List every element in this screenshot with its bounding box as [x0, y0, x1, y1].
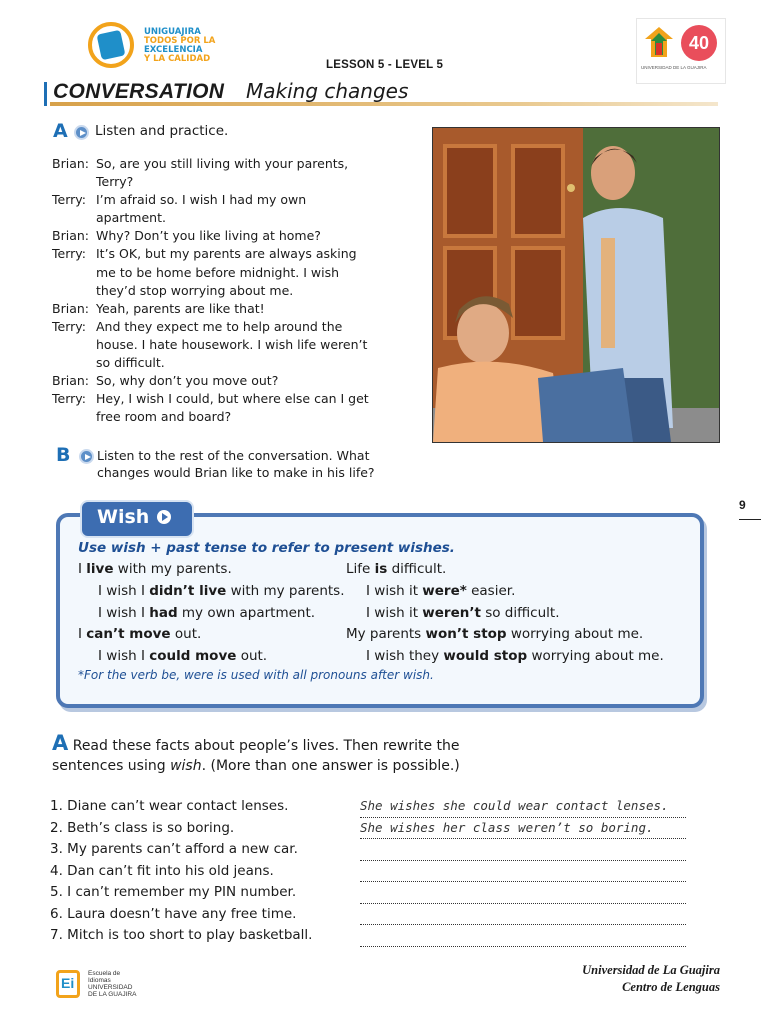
- grammar-note: *For the verb be, were is used with all pronouns after wish.: [78, 668, 434, 682]
- line-text: I’m afraid so. I wish I had my own apartment.: [96, 192, 307, 226]
- line-text: Why? Don’t you like living at home?: [96, 228, 321, 244]
- answer-line[interactable]: [360, 882, 686, 904]
- line-text: And they expect me to help around the house. I hate housework. I wish life weren’t so difficult.: [96, 318, 368, 371]
- uniguajira-slogan: UNIGUAJIRA TODOS POR LA EXCELENCIA Y LA CALIDAD: [144, 27, 216, 64]
- footer-line: Universidad de La Guajira: [582, 963, 720, 977]
- anniversary-logo: [636, 18, 726, 84]
- page-number: 9: [739, 498, 746, 512]
- answer-line[interactable]: [360, 904, 686, 926]
- uniguajira-emblem-icon: [88, 22, 134, 68]
- exercise-item: 1. Diane can’t wear contact lenses.: [50, 798, 289, 814]
- grammar-example: My parents won’t stop worrying about me.: [346, 626, 644, 642]
- speaker: Brian:: [52, 228, 89, 244]
- line-text: So, are you still living with your parents, Terry?: [96, 156, 349, 190]
- speaker: Terry:: [52, 318, 86, 334]
- section-subtitle: Making changes: [246, 79, 409, 103]
- audio-icon[interactable]: [74, 125, 89, 140]
- exercise-item: 6. Laura doesn’t have any free time.: [50, 905, 297, 922]
- grammar-rule: Use wish + past tense to refer to present wishes.: [78, 540, 455, 556]
- ei-logo-text: Escuela de Idiomas UNIVERSIDAD DE LA GUAJIRA: [88, 970, 137, 998]
- speaker: Terry:: [52, 246, 86, 262]
- grammar-example: I wish they would stop worrying about me.: [366, 648, 664, 664]
- dialogue: [52, 155, 382, 426]
- footer-line: Centro de Lenguas: [622, 980, 720, 994]
- grammar-example: I can’t move out.: [78, 626, 202, 642]
- dialogue-turn: [52, 245, 382, 299]
- exercise-letter: A: [52, 731, 69, 755]
- exercise-item: 2. Beth’s class is so boring.: [50, 819, 235, 836]
- ei-logo-icon: Ei: [56, 970, 80, 998]
- line-text: It’s OK, but my parents are always asking me to be home before midnight. I wish they’d stop worrying about me.: [96, 246, 357, 298]
- exercise-item: 7. Mitch is too short to play basketball.: [50, 927, 313, 943]
- grammar-example: Life is difficult.: [346, 561, 447, 577]
- answer-line[interactable]: [360, 861, 686, 883]
- dialogue-turn: [52, 300, 382, 318]
- uniguajira-logo: [82, 18, 232, 74]
- answer-lines: [360, 796, 686, 947]
- footer-institution: [520, 962, 720, 996]
- answer-line[interactable]: [360, 925, 686, 947]
- exercise-items: [50, 796, 350, 947]
- speaker: Terry:: [52, 391, 86, 407]
- page-number-rule: [739, 519, 761, 520]
- university-flag-icon: [643, 25, 675, 59]
- conversation-photo: [432, 127, 720, 443]
- speaker: Brian:: [52, 156, 89, 171]
- dialogue-turn: [52, 191, 382, 227]
- grammar-example: I wish it weren’t so difficult.: [366, 605, 560, 621]
- answer-line[interactable]: She wishes her class weren’t so boring.: [360, 818, 686, 840]
- lesson-label: LESSON 5 - LEVEL 5: [326, 59, 444, 71]
- grammar-example: I wish it were* easier.: [366, 583, 516, 599]
- part-b-instruction: Listen to the rest of the conversation. What changes would Brian like to make in his life?: [97, 448, 375, 480]
- dialogue-turn: [52, 318, 382, 372]
- dialogue-turn: [52, 372, 382, 390]
- answer-line[interactable]: She wishes she could wear contact lenses.: [360, 796, 686, 818]
- section-title: CONVERSATION: [53, 80, 225, 103]
- escuela-idiomas-logo: [56, 968, 136, 1008]
- dialogue-turn: [52, 155, 382, 191]
- grammar-tab: [80, 500, 194, 538]
- grammar-example: I wish I didn’t live with my parents.: [98, 583, 345, 599]
- part-b-letter: B: [56, 444, 71, 466]
- speaker: Brian:: [52, 300, 89, 316]
- grammar-example: I wish I had my own apartment.: [98, 605, 316, 621]
- speaker: Brian:: [52, 373, 89, 389]
- line-text: So, why don’t you move out?: [96, 373, 279, 389]
- exercise-item: 3. My parents can’t afford a new car.: [50, 841, 298, 857]
- anniversary-caption: UNIVERSIDAD DE LA GUAJIRA: [641, 65, 707, 70]
- grammar-example: I live with my parents.: [78, 561, 232, 577]
- exercise-instruction: A Read these facts about people’s lives. Then rewrite the sentences using wish. (More than one answer is possible.): [52, 731, 460, 774]
- grammar-tab-label: Wish: [97, 506, 150, 528]
- answer-line[interactable]: [360, 839, 686, 861]
- speaker: Terry:: [52, 192, 86, 208]
- anniversary-number: 40: [681, 25, 717, 61]
- title-accent: [44, 82, 47, 106]
- part-a-letter: A: [53, 120, 68, 142]
- part-a-instruction: Listen and practice.: [95, 123, 229, 139]
- dialogue-turn: [52, 390, 382, 426]
- line-text: Yeah, parents are like that!: [96, 300, 265, 316]
- audio-icon[interactable]: [79, 449, 94, 464]
- line-text: Hey, I wish I could, but where else can I get free room and board?: [96, 391, 369, 425]
- exercise-item: 5. I can’t remember my PIN number.: [50, 884, 297, 900]
- exercise-item: 4. Dan can’t fit into his old jeans.: [50, 862, 274, 879]
- grammar-example: I wish I could move out.: [98, 648, 268, 664]
- dialogue-turn: [52, 227, 382, 245]
- play-icon[interactable]: [157, 510, 171, 524]
